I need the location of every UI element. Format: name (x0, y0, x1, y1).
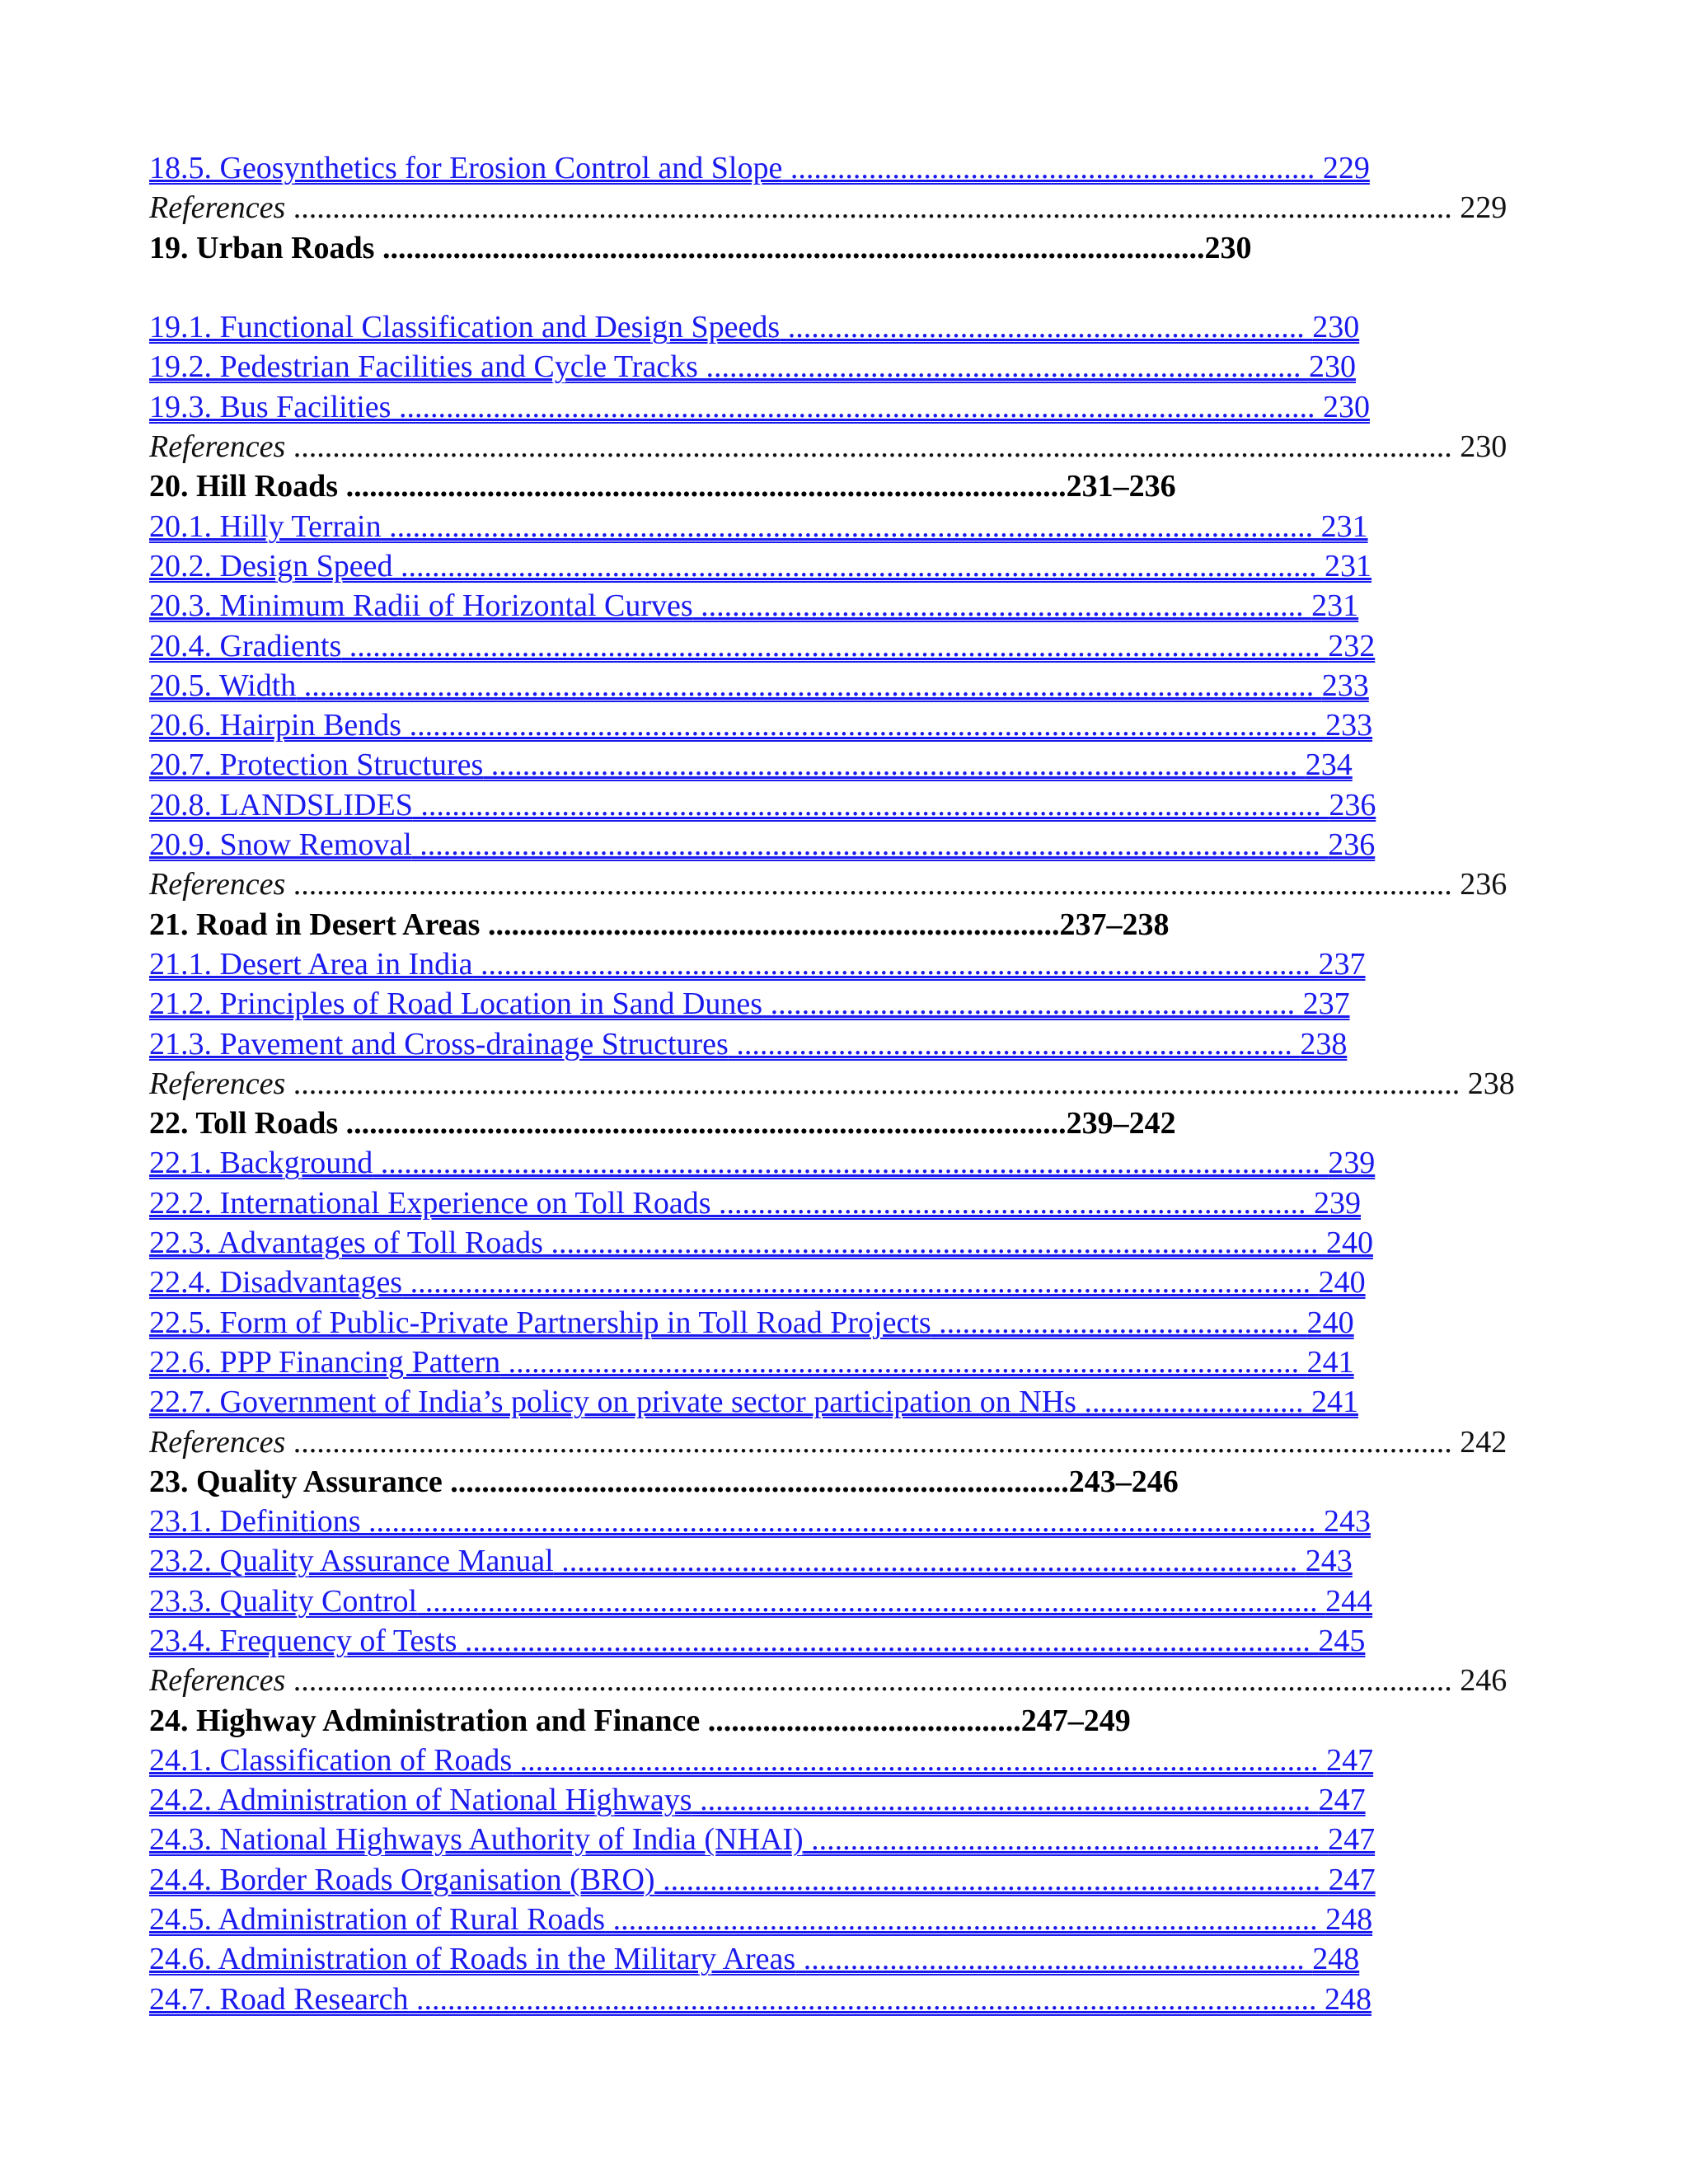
toc-link[interactable] (149, 1143, 1550, 1183)
toc-entry-label: 22.1. Background (149, 1146, 373, 1181)
toc-link[interactable] (149, 1780, 1550, 1820)
dot-leader: ........................................................................... (710, 1185, 1315, 1221)
toc-entry-label: 21.3. Pavement and Cross-drainage Structures (149, 1026, 729, 1062)
toc-page-number: 230 (1204, 230, 1252, 265)
toc-page-number: 241 (1311, 1385, 1358, 1420)
dot-leader: .............................................................................................. (553, 1544, 1306, 1579)
toc-entry-label: 24.2. Administration of National Highways (149, 1783, 692, 1818)
toc-page-number: 247–249 (1020, 1703, 1131, 1738)
toc-references-entry (149, 1422, 1550, 1462)
toc-link[interactable] (149, 705, 1550, 745)
dot-leader: .................................................................................................. (542, 1226, 1326, 1261)
dot-leader: ............................................................................................ (338, 469, 1067, 504)
toc-page-number: 234 (1305, 748, 1353, 783)
toc-entry-label: 22.7. Government of India’s policy on private sector participation on NHs (149, 1385, 1076, 1420)
toc-page-number: 240 (1318, 1265, 1366, 1301)
dot-leader: .................................................................................................................... (401, 708, 1326, 743)
toc-chapter-heading (149, 466, 1550, 506)
dot-leader: ................................................................ (795, 1942, 1313, 1977)
toc-page-number: 236 (1328, 827, 1376, 863)
toc-references-entry (149, 188, 1550, 227)
toc-entry-label: 19.3. Bus Facilities (149, 389, 392, 424)
dot-leader: ........................................................................................................................ (373, 1146, 1329, 1181)
toc-entry-label: 21.2. Principles of Road Location in Sand Dunes (149, 987, 763, 1022)
toc-entry-label: 20.9. Snow Removal (149, 827, 412, 863)
toc-page-number: 241 (1306, 1344, 1354, 1380)
toc-entry-label: 24.7. Road Research (149, 1981, 409, 2017)
toc-page-number: 242 (1460, 1424, 1507, 1460)
toc-entry-label: 20.4. Gradients (149, 628, 342, 663)
toc-entry-label: 24.6. Administration of Roads in the Military Areas (149, 1942, 796, 1977)
toc-page-number: 240 (1306, 1305, 1354, 1340)
toc-entry-label: 18.5. Geosynthetics for Erosion Control and Slope (149, 151, 783, 185)
toc-page-number: 229 (1460, 190, 1507, 226)
toc-link[interactable] (149, 1502, 1550, 1541)
toc-link[interactable] (149, 825, 1550, 865)
toc-page-number: 248 (1324, 1981, 1372, 2017)
toc-entry-label: References (149, 1424, 286, 1460)
toc-link[interactable] (149, 1382, 1550, 1422)
toc-link[interactable] (149, 1303, 1550, 1343)
toc-entry-label: 19.1. Functional Classification and Design Speeds (149, 310, 781, 345)
dot-leader: .................................................................................... (654, 1862, 1329, 1897)
toc-page-number: 231 (1311, 588, 1359, 624)
toc-page-number: 232 (1328, 628, 1376, 663)
toc-entry-label: 24. Highway Administration and Finance (149, 1703, 701, 1738)
toc-entry-label: 20.1. Hilly Terrain (149, 509, 382, 544)
toc-link[interactable] (149, 984, 1550, 1024)
toc-link[interactable] (149, 1024, 1550, 1064)
dot-leader: ............................................................................................ (338, 1106, 1067, 1141)
dot-leader: ..................................................................................................... (500, 1344, 1307, 1380)
toc-entry-label: 22.3. Advantages of Toll Roads (149, 1226, 543, 1261)
toc-entry-label: 20.3. Minimum Radii of Horizontal Curves (149, 588, 693, 624)
toc-page-number: 239–242 (1066, 1106, 1176, 1141)
toc-entry-label: 20. Hill Roads (149, 469, 339, 504)
toc-page-number: 233 (1321, 668, 1369, 703)
dot-leader: ............................................................................... (442, 1464, 1069, 1499)
toc-link[interactable] (149, 1860, 1550, 1900)
toc-link[interactable] (149, 586, 1550, 626)
dot-leader: ..................................................................................................................... (391, 389, 1323, 424)
toc-entry-label: References (149, 429, 286, 465)
toc-entry-label: 20.8. LANDSLIDES (149, 787, 413, 823)
toc-page-number: 238 (1300, 1026, 1348, 1062)
toc-entry-label: 20.2. Design Speed (149, 548, 393, 583)
toc-page-number: 239 (1314, 1185, 1362, 1221)
toc-link[interactable] (149, 1980, 1550, 2019)
dot-leader: ...................................................................................................................... (381, 509, 1321, 544)
toc-page-number: 231 (1320, 509, 1368, 544)
dot-leader: ................................................................. (803, 1822, 1329, 1858)
toc-chapter-heading (149, 1462, 1550, 1502)
dot-leader: .................................................................................................................................................... (285, 190, 1461, 226)
toc-entry-label: 24.3. National Highways Authority of India (NHAI) (149, 1822, 804, 1858)
dot-leader: .................................................................. (780, 310, 1313, 345)
toc-link[interactable] (149, 785, 1550, 825)
table-of-contents (149, 148, 1550, 2019)
dot-leader: ................................................................... (762, 987, 1303, 1022)
toc-link[interactable] (149, 307, 1550, 347)
toc-link[interactable] (149, 1582, 1550, 1621)
dot-leader: ..................................................................................................................................................... (285, 1066, 1468, 1101)
toc-link[interactable] (149, 745, 1550, 785)
dot-leader: ....................................................................................................... (483, 748, 1306, 783)
toc-entry-label: 21. Road in Desert Areas (149, 907, 481, 942)
toc-entry-label: 22.6. PPP Financing Pattern (149, 1344, 501, 1380)
dot-leader: ......................................................................... (480, 907, 1060, 942)
toc-page-number: 236 (1460, 867, 1507, 902)
toc-link[interactable] (149, 507, 1550, 546)
toc-link[interactable] (149, 1343, 1550, 1382)
toc-chapter-heading (149, 228, 1550, 268)
dot-leader: ...................................................................................................... (512, 1742, 1327, 1778)
toc-link[interactable] (149, 944, 1550, 984)
toc-references-entry (149, 865, 1550, 904)
toc-page-number: 247 (1328, 1862, 1376, 1897)
toc-page-number: 230 (1308, 349, 1356, 385)
toc-entry-label: 24.5. Administration of Rural Roads (149, 1902, 606, 1938)
toc-page-number: 243–246 (1068, 1464, 1179, 1499)
toc-entry-label: 23.4. Frequency of Tests (149, 1623, 457, 1658)
dot-leader: ................................................................................................................... (412, 787, 1329, 823)
dot-leader: .............................................................................. (692, 1783, 1319, 1818)
toc-page-number: 243 (1305, 1544, 1353, 1579)
toc-entry-label: 22. Toll Roads (149, 1106, 339, 1141)
toc-entry-label: 23.1. Definitions (149, 1504, 361, 1540)
dot-leader: .......................................................................................... (605, 1902, 1326, 1938)
toc-spacer (149, 268, 1550, 307)
toc-page-number: 248 (1312, 1942, 1360, 1977)
toc-page-number: 244 (1325, 1583, 1373, 1619)
toc-page-number: 240 (1325, 1226, 1373, 1261)
toc-entry-label: 23. Quality Assurance (149, 1464, 443, 1499)
toc-entry-label: References (149, 1663, 286, 1699)
toc-entry-label: 23.3. Quality Control (149, 1583, 418, 1619)
toc-link[interactable] (149, 1263, 1550, 1302)
toc-entry-label: 24.4. Border Roads Organisation (BRO) (149, 1862, 655, 1897)
toc-page-number: 230 (1322, 389, 1370, 424)
toc-page-number: 233 (1325, 708, 1373, 743)
dot-leader: ................................................................................................................... (402, 1265, 1319, 1301)
toc-link[interactable] (149, 148, 1550, 188)
toc-link[interactable] (149, 1223, 1550, 1263)
toc-page-number: 236 (1329, 787, 1376, 823)
toc-page-number: 247 (1318, 1783, 1366, 1818)
toc-link[interactable] (149, 546, 1550, 586)
toc-page-number: 239 (1328, 1146, 1376, 1181)
toc-page-number: 247 (1326, 1742, 1374, 1778)
dot-leader: .................................................................................................................................................... (285, 429, 1461, 465)
toc-entry-label: 21.1. Desert Area in India (149, 946, 473, 982)
dot-leader: ............................................................................................................................ (341, 628, 1329, 663)
toc-link[interactable] (149, 1183, 1550, 1223)
dot-leader: ................................................................................................................................. (296, 668, 1322, 703)
toc-link[interactable] (149, 387, 1550, 427)
dot-leader: ............................................................................ (697, 349, 1309, 385)
toc-link[interactable] (149, 1939, 1550, 1979)
dot-leader: .......................................................................................................... (472, 946, 1319, 982)
toc-page-number: 237 (1318, 946, 1366, 982)
dot-leader: ................................................................................................................... (411, 827, 1329, 863)
toc-references-entry (149, 1064, 1550, 1104)
toc-page-number: 246 (1460, 1663, 1507, 1699)
dot-leader: ..................................................................................................................... (392, 548, 1325, 583)
toc-page-number: 237–238 (1059, 907, 1170, 942)
toc-chapter-heading (149, 1701, 1550, 1741)
toc-entry-label: 20.5. Width (149, 668, 297, 703)
toc-entry-label: 19.2. Pedestrian Facilities and Cycle Tracks (149, 349, 698, 385)
toc-entry-label: 20.6. Hairpin Bends (149, 708, 402, 743)
dot-leader: ................................................................... (782, 151, 1323, 185)
toc-entry-label: 23.2. Quality Assurance Manual (149, 1544, 554, 1579)
dot-leader: ................................................................................................................... (408, 1981, 1325, 2017)
dot-leader: ............................................................................................................ (457, 1623, 1319, 1658)
toc-chapter-heading (149, 1104, 1550, 1143)
dot-leader: ............................ (1076, 1385, 1311, 1420)
toc-page-number: 231 (1325, 548, 1372, 583)
toc-page-number: 229 (1322, 151, 1370, 185)
dot-leader: ....................................................................... (728, 1026, 1301, 1062)
toc-references-entry (149, 1661, 1550, 1700)
toc-link[interactable] (149, 1541, 1550, 1581)
toc-page-number: 243 (1323, 1504, 1371, 1540)
toc-page-number: 237 (1302, 987, 1350, 1022)
toc-link[interactable] (149, 1900, 1550, 1939)
dot-leader: .............................................. (931, 1305, 1307, 1340)
toc-entry-label: 22.4. Disadvantages (149, 1265, 403, 1301)
toc-link[interactable] (149, 1741, 1550, 1780)
toc-page-number: 245 (1318, 1623, 1366, 1658)
toc-link[interactable] (149, 626, 1550, 666)
toc-entry-label: 24.1. Classification of Roads (149, 1742, 513, 1778)
toc-entry-label: 22.2. International Experience on Toll Roads (149, 1185, 711, 1221)
toc-entry-label: 20.7. Protection Structures (149, 748, 484, 783)
toc-link[interactable] (149, 1621, 1550, 1661)
toc-references-entry (149, 427, 1550, 466)
toc-chapter-heading (149, 905, 1550, 944)
dot-leader: ......................................................................................................................... (360, 1504, 1324, 1540)
toc-page-number: 248 (1325, 1902, 1373, 1938)
toc-entry-label: References (149, 190, 286, 226)
dot-leader: .................................................................................................................................................... (285, 1663, 1461, 1699)
toc-entry-label: References (149, 867, 286, 902)
dot-leader: ........................................ (700, 1703, 1021, 1738)
toc-entry-label: References (149, 1066, 286, 1101)
toc-link[interactable] (149, 1820, 1550, 1859)
toc-entry-label: 22.5. Form of Public-Private Partnership in Toll Road Projects (149, 1305, 931, 1340)
toc-entry-label: 19. Urban Roads (149, 230, 375, 265)
dot-leader: ............................................................................. (692, 588, 1312, 624)
dot-leader: ......................................................................................................... (374, 230, 1205, 265)
dot-leader: .................................................................................................................. (417, 1583, 1326, 1619)
dot-leader: .................................................................................................................................................... (285, 867, 1461, 902)
dot-leader: .................................................................................................................................................... (285, 1424, 1461, 1460)
toc-page-number: 230 (1312, 310, 1360, 345)
toc-link[interactable] (149, 347, 1550, 387)
toc-page-number: 231–236 (1066, 469, 1176, 504)
toc-link[interactable] (149, 666, 1550, 705)
toc-page-number: 230 (1460, 429, 1507, 465)
toc-page-number: 247 (1328, 1822, 1376, 1858)
toc-page-number: 238 (1467, 1066, 1515, 1101)
